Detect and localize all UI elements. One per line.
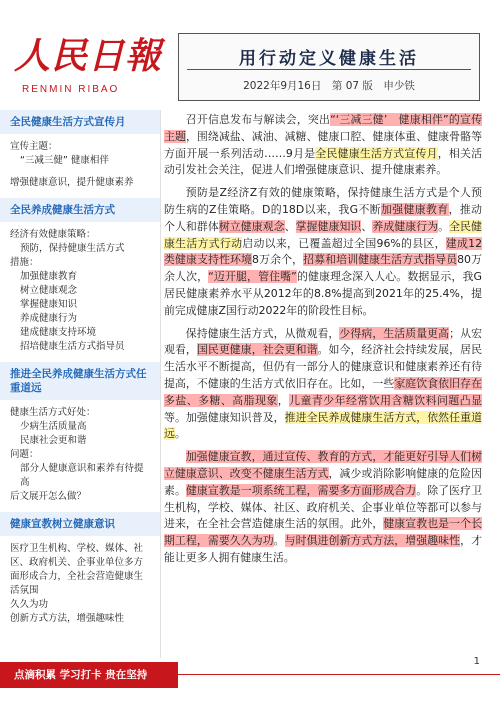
paragraph-text: 、 (284, 219, 296, 233)
sidebar-outline-line: 加强健康教育 (20, 271, 78, 282)
highlighted-phrase: 少得病，生活质量更高 (339, 326, 450, 340)
highlighted-phrase: “‘三减三健’ 健康相伴”的宣传主题 (164, 113, 482, 143)
highlighted-phrase: 健康宣教也是一个长期工程，需要久久为功 (164, 517, 482, 548)
sidebar-outline-line: 招培健康生活方式指导员 (20, 341, 125, 352)
highlighted-phrase: 招募和培训健康生活方式指导员 (303, 253, 458, 267)
highlighted-phrase: 健康宣教是一项系统工程，需要多方面形成合力 (185, 483, 417, 497)
paragraph-text: ，围绕减盐、减油、减糖、健康口腔、健康体重、健康骨骼等方面开展一系列活动……9月是 (164, 129, 482, 160)
highlighted-phrase: 健康支持性环境 (175, 253, 253, 267)
sidebar-section-heading: 推进全民养成健康生活方式任重道远 (0, 362, 160, 400)
masthead-romanized: RENMIN RIBAO (22, 84, 120, 95)
paragraph-text: ，相关活动引发社会关注，促进人们增强健康意识、提升健康素养。 (164, 146, 482, 177)
sidebar-section-heading: 全民健康生活方式宣传月 (0, 110, 160, 134)
sidebar-outline-line: 久久为功 (10, 599, 49, 610)
article-paragraph (164, 449, 482, 567)
paragraph-text: 。如今，经济社会持续发展，居民生活水平不断提高，但仍有一部分人的健康意识和健康素养还有待提高，不健康的生活方式依旧存在。比如，一些 (164, 343, 482, 390)
sidebar-outline-line: 经济有效健康策略： (10, 229, 96, 240)
sidebar-outline-line: 建成健康支持环境 (20, 327, 97, 338)
paragraph-text: 。 (273, 534, 285, 548)
sidebar-section-heading: 健康宣教树立健康意识 (0, 512, 160, 536)
sidebar-outline-line: 预防，保持健康生活方式 (20, 243, 125, 254)
sidebar-outline-line: 宣传主题： (10, 141, 58, 152)
paragraph-text: 8万余个， (252, 253, 304, 267)
sidebar-outline-line: 创新方式方法，增强趣味性 (10, 613, 125, 624)
highlighted-phrase: 与时俱进创新方式方法，增强趣味性 (284, 534, 461, 548)
article-body (164, 112, 482, 652)
sidebar-outline-line: 养成健康行为 (20, 313, 78, 324)
highlighted-phrase: 全民健康生活方式宣传月 (315, 146, 438, 160)
paragraph-text: 、 (361, 219, 373, 233)
paragraph-text: ，才能让更多人拥有健康生活。 (164, 534, 482, 564)
highlighted-phrase: 树立健康观念 (218, 219, 285, 233)
paragraph-text: 。 (174, 427, 186, 441)
sidebar-outline-line: 问题： (10, 449, 39, 460)
sidebar-outline-line: 民康社会更和谐 (20, 435, 87, 446)
outline-sidebar (0, 110, 160, 658)
highlighted-phrase: 加强健康宣教，通过宣传、教育的方式，才能更好引导人们树立健康意识、改变不健康生活方式 (164, 450, 482, 480)
paragraph-text: ， (277, 393, 290, 407)
paragraph-text: 。除了医疗卫生机构，学校、媒体、社区、政府机关、企事业单位等都可以参与进来，在全社会营造健康生活的氛围。此外， (164, 483, 482, 531)
paragraph-text: ，减少或消除影响健康的危险因素。 (164, 466, 482, 497)
paragraph-text: 召开信息发布与解读会，突出 (185, 113, 331, 126)
highlighted-phrase: 儿童青少年经常饮用含糖饮料问题凸显 (289, 393, 482, 407)
highlighted-phrase: 掌握健康知识 (295, 219, 362, 233)
paragraph-text: 80万余人次， (164, 253, 482, 284)
highlighted-phrase: 加强健康教育 (380, 202, 449, 216)
sidebar-spacer (0, 626, 160, 634)
column-divider (160, 110, 161, 658)
sidebar-spacer (0, 190, 160, 198)
article-paragraph (164, 185, 482, 319)
highlighted-phrase: “迈开腿，管住嘴” (208, 270, 297, 284)
sidebar-outline-line: 部分人健康意识和素养有待提高 (20, 463, 144, 488)
sidebar-outline-line: 健康生活方式好处： (10, 407, 96, 418)
highlighted-phrase: 国民更健康，社会更和谐 (196, 343, 318, 357)
sidebar-outline-line: 医疗卫生机构、学校、媒体、社区、政府机关、企事业单位多方面形成合力，全社会营造健康生活氛围 (10, 543, 144, 596)
article-meta: 2022年9月16日 第 07 版 申少铁 (243, 80, 415, 92)
article-title: 用行动定义健康生活 (239, 49, 419, 69)
paragraph-text: 的健康理念深入人心。数据显示，我G居民健康素养水平从2012年的8.8%提高到2021年的25.4%，提前完成健康Z国行动2022年的阶段性目标。 (164, 270, 482, 317)
title-divider (187, 69, 471, 70)
sidebar-spacer (0, 354, 160, 362)
newspaper-logo (14, 32, 164, 80)
page-number: 1 (473, 656, 480, 667)
highlighted-phrase: 养成健康行为 (372, 219, 439, 233)
paragraph-text: 启动以来，已覆盖超过全国96%的县区， (242, 236, 446, 250)
paragraph-text: ；从宏观看， (164, 326, 482, 357)
sidebar-outline-line: 增强健康意识，提升健康素养 (10, 177, 134, 188)
footer-banner: 点滴积累 学习打卡 贵在坚持 (0, 662, 178, 688)
highlighted-phrase: 家庭饮食依旧存在多盐、多糖、高脂现象 (164, 376, 482, 407)
highlighted-phrase: 建成12类 (164, 236, 482, 267)
sidebar-outline-line: 掌握健康知识 (20, 299, 78, 310)
sidebar-spacer (0, 168, 160, 176)
article-paragraph (164, 112, 482, 179)
paragraph-text: 保持健康生活方式，从微观看， (185, 326, 340, 340)
paragraph-text: 。 (438, 219, 450, 233)
sidebar-outline-line: “三减三健” 健康相伴 (20, 155, 109, 166)
sidebar-spacer (0, 504, 160, 512)
paragraph-text: 等。加强健康知识普及， (164, 410, 285, 424)
sidebar-outline-line: 树立健康观念 (20, 285, 78, 296)
sidebar-section-heading: 全民养成健康生活方式 (0, 198, 160, 222)
paragraph-text: 预防是Z经济Z有效的健康策略，保持健康生活方式是个人预防生病的Z佳策略。D的18D以来，我G不断 (164, 186, 482, 216)
sidebar-outline-line: 少病生活质量高 (20, 421, 87, 432)
masthead-name: 人民日報 (14, 35, 163, 77)
sidebar-outline-line: 后文展开怎么做？ (10, 491, 87, 502)
highlighted-phrase: 推进全民养成健康生活方式，依然任重道远 (164, 410, 482, 441)
highlighted-phrase: 全民健康生活方式行动 (164, 219, 482, 250)
page-header (0, 0, 500, 108)
title-box (178, 33, 480, 101)
article-paragraph (164, 326, 482, 444)
footer-rule (178, 674, 500, 675)
paragraph-text: ，推动个人和群体 (164, 202, 482, 233)
sidebar-outline-line: 措施： (10, 257, 39, 268)
